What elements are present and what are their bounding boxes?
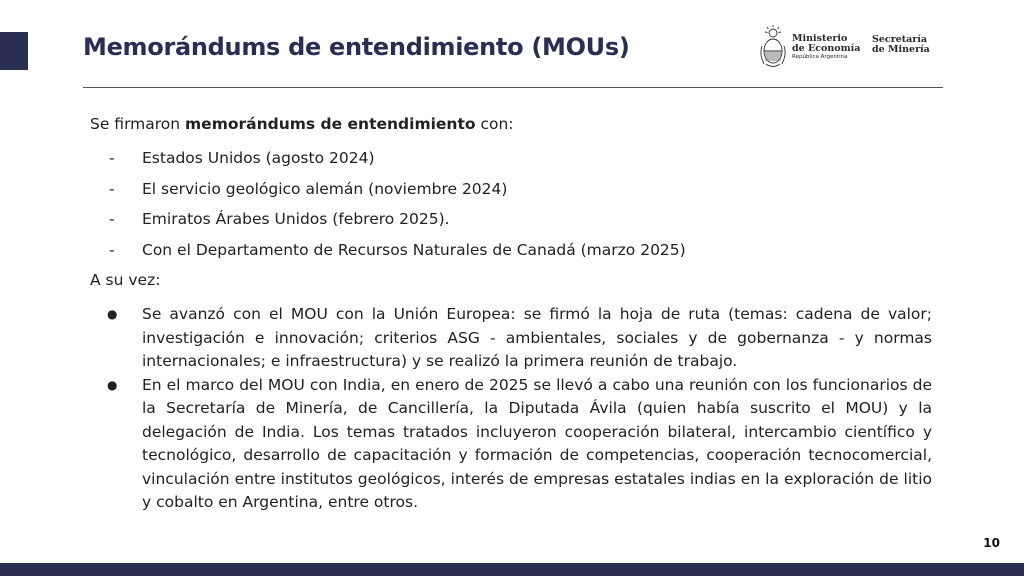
intro-paragraph (90, 113, 932, 135)
list-item-text: En el marco del MOU con India, en enero de 2025 se llevó a cabo una reunión con los funcionarios de la Secretaría de Minería, de Cancillería, la Diputada Ávila (quien había suscrito el MOU) y la delegación de India. Los temas tratados incluyeron cooperación bilateral, intercambio científico y tecnológico, desarrollo de capacitación y formación de competencias, cooperación tecnocomercial, vinculación entre institutos geológicos, interés de empresas estatales indias en la exploración de litio y cobalto en Argentina, entre otros. (142, 375, 932, 511)
dash-marker: - (109, 179, 115, 198)
page-title: Memorándums de entendimiento (MOUs) (83, 33, 630, 61)
progress-bullet-list (90, 303, 932, 515)
list-item (90, 208, 932, 230)
list-item (90, 178, 932, 200)
left-accent-tab (0, 32, 28, 70)
ministry-logo (758, 24, 938, 70)
ministry-line-1: Ministerio (792, 33, 848, 44)
mou-country-list (90, 147, 932, 261)
slide-body (90, 113, 932, 515)
intro-prefix: Se firmaron (90, 115, 186, 133)
list-item (90, 374, 932, 515)
list-item (90, 147, 932, 169)
ministry-name (792, 34, 860, 61)
bullet-marker: ● (107, 377, 118, 392)
secretaria-name (872, 35, 930, 55)
secretaria-line-2: de Minería (872, 44, 930, 55)
list-item (90, 239, 932, 261)
page-number: 10 (983, 536, 1000, 550)
list-item-text: Estados Unidos (agosto 2024) (142, 149, 375, 167)
list-item-text: Emiratos Árabes Unidos (febrero 2025). (142, 210, 450, 228)
footer-bar (0, 563, 1024, 576)
dash-marker: - (109, 240, 115, 259)
sub-intro-paragraph: A su vez: (90, 271, 161, 289)
list-item-text: El servicio geológico alemán (noviembre 2024) (142, 179, 508, 198)
list-item-text: Se avanzó con el MOU con la Unión Europea: se firmó la hoja de ruta (temas: cadena de valor; investigación e innovación; criterios ASG - ambientales, sociales y de gobernanza - y normas internacionales; e infraestructura) y se realizó la primera reunión de trabajo. (142, 305, 932, 370)
secretaria-line-1: Secretaría (872, 34, 928, 45)
dash-marker: - (109, 210, 115, 228)
ministry-country: República Argentina (792, 54, 848, 60)
header-divider (83, 87, 943, 88)
list-item-text: Con el Departamento de Recursos Naturales de Canadá (marzo 2025) (142, 240, 686, 259)
intro-bold: memorándums de entendimiento (185, 115, 476, 133)
ministry-line-2: de Economía (792, 43, 861, 54)
bullet-marker: ● (107, 307, 118, 321)
argentina-coat-of-arms-icon (758, 24, 788, 70)
list-item (90, 303, 932, 374)
intro-suffix: con: (475, 115, 514, 133)
dash-marker: - (109, 149, 115, 167)
